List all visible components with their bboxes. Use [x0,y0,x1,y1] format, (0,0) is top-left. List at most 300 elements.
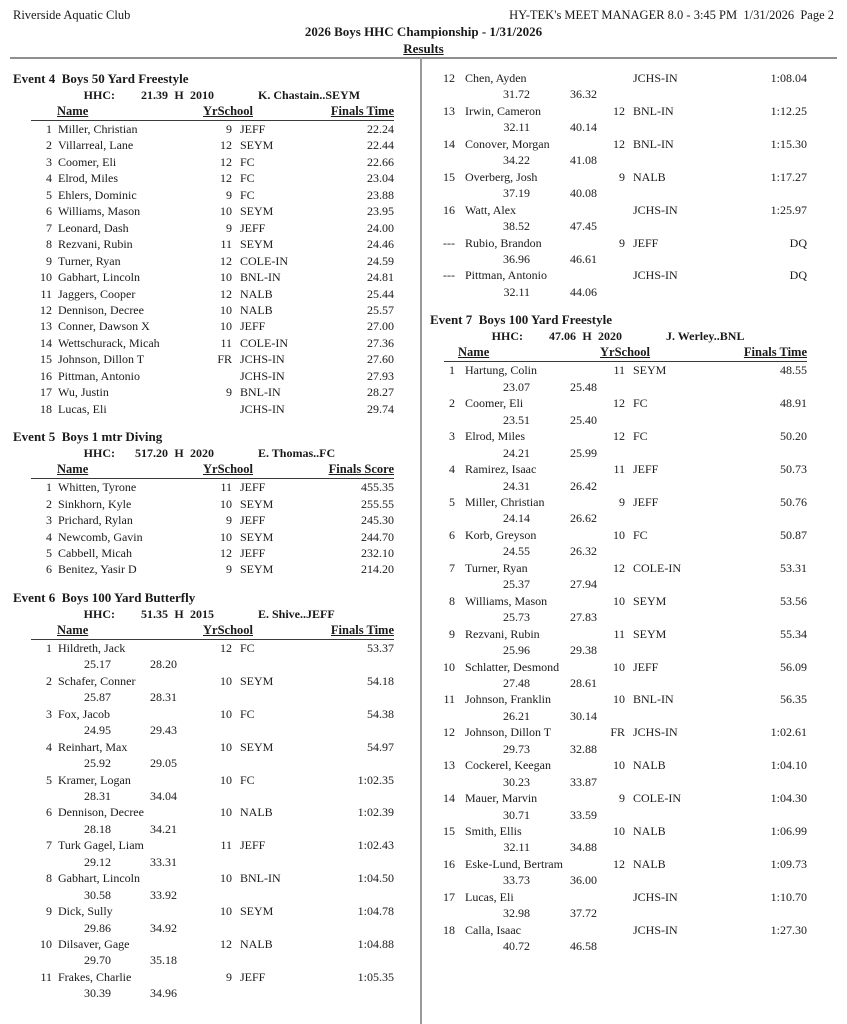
swimmer-year [597,70,625,86]
gap [232,529,240,545]
event-section [13,589,394,1002]
split-1: 28.18 [84,821,111,836]
gap [232,804,240,820]
swimmer-school: NALB [240,805,273,820]
swimmer-year: 12 [220,640,232,655]
splits-row [13,854,394,870]
swimmer-name: Gabhart, Lincoln [58,270,140,285]
final-result: 1:04.30 [770,791,807,806]
swimmer-name: Korb, Greyson [465,527,537,542]
swimmer-school: BNL-IN [633,136,674,151]
swimmer-year: 12 [220,138,232,153]
gap [625,461,633,477]
gap [232,335,240,351]
swimmer-school: JCHS-IN [633,889,678,904]
gap [625,428,633,444]
split-1: 25.87 [84,690,111,705]
swimmer-name: Reinhart, Max [58,739,128,754]
swimmer-year: 9 [226,969,232,984]
swimmer-school: FC [240,640,255,655]
swimmer-year: 10 [220,529,232,544]
final-result: 53.56 [780,593,807,608]
gap [625,267,633,283]
gap [232,384,240,400]
split-1: 24.21 [503,445,530,460]
gap [625,922,633,938]
record-flag: H [174,88,184,102]
swimmer-name: Elrod, Miles [465,429,525,444]
splits-row [430,251,807,267]
splits-row [430,938,807,954]
final-result: 48.91 [780,396,807,411]
swimmer-year: 10 [613,692,625,707]
splits-row [430,642,807,658]
final-result: 24.46 [367,237,394,252]
split-1: 24.55 [503,544,530,559]
splits-row [430,379,807,395]
swimmer-year: 9 [619,235,625,250]
swimmer-name: Mauer, Marvin [465,791,538,806]
place: 1 [46,480,52,495]
result-row [13,253,394,269]
swimmer-school: SEYM [240,496,274,511]
swimmer-school: BNL-IN [240,270,281,285]
swimmer-year: 9 [226,562,232,577]
splits-row [430,741,807,757]
results-label: Results [403,41,444,56]
swimmer-name: Prichard, Rylan [58,513,133,528]
swimmer-school: FC [633,396,648,411]
swimmer-name: Pittman, Antonio [465,268,548,283]
gap [455,659,465,675]
swimmer-year: 12 [220,286,232,301]
swimmer-name: Dick, Sully [58,904,113,919]
place: 3 [449,429,455,444]
swimmer-name: Schafer, Conner [58,673,136,688]
split-1: 32.11 [503,840,530,855]
final-result: 1:17.27 [770,169,807,184]
swimmer-name: Schlatter, Desmond [465,659,560,674]
splits-row [430,543,807,559]
record-line [13,606,394,622]
swimmer-school: JEFF [240,513,266,528]
swimmer-year: 11 [220,335,232,350]
swimmer-year: 10 [613,824,625,839]
swimmer-name: Johnson, Franklin [465,692,552,707]
place: 16 [443,202,455,217]
final-result: 54.38 [367,706,394,721]
split-2: 36.32 [570,87,597,102]
final-result: 55.34 [780,626,807,641]
swimmer-school: SEYM [240,204,274,219]
result-row [430,169,807,185]
record-year: 2020 [598,329,622,344]
splits-row [13,755,394,771]
swimmer-school: NALB [240,302,273,317]
column-header-yrschool: YrSchool [203,462,253,477]
split-2: 46.58 [570,939,597,954]
result-row [430,136,807,152]
swimmer-name: Kramer, Logan [58,772,131,787]
place: 14 [443,791,455,806]
swimmer-year: 11 [613,462,625,477]
place: 4 [46,171,52,186]
swimmer-year: 12 [613,856,625,871]
split-1: 38.52 [503,219,530,234]
swimmer-school: NALB [633,169,666,184]
final-result: 244.70 [361,529,394,544]
split-2: 33.31 [150,854,177,869]
split-2: 44.06 [570,284,597,299]
final-result: 22.44 [367,138,394,153]
event-section [13,428,394,578]
result-row [13,203,394,219]
swimmer-name: Turk Gagel, Liam [58,838,144,853]
gap [232,870,240,886]
place: 1 [46,122,52,136]
swimmer-school: JEFF [240,969,266,984]
swimmer-year: 11 [613,626,625,641]
swimmer-name: Lucas, Eli [465,889,514,904]
column-header-name: Name [458,345,490,360]
swimmer-year: 10 [220,706,232,721]
result-row [13,969,394,985]
swimmer-school: JCHS-IN [633,725,678,740]
final-result: 1:06.99 [770,824,807,839]
column-header-name: Name [57,622,89,637]
column-headers [31,461,394,479]
swimmer-school: JCHS-IN [633,71,678,85]
column-header-result: Finals Time [743,345,807,360]
swimmer-name: Rezvani, Rubin [58,237,133,252]
results-heading [0,41,847,57]
final-result: 48.55 [780,363,807,378]
gap [625,724,633,740]
event-title: Event 4 Boys 50 Yard Freestyle [13,71,189,86]
gap [625,856,633,872]
splits-row [430,412,807,428]
splits-row [13,689,394,705]
swimmer-school: JEFF [240,319,266,334]
split-2: 26.42 [570,478,597,493]
place: 14 [40,335,52,350]
swimmer-school: FC [240,772,255,787]
swimmer-school: JCHS-IN [240,368,285,383]
result-row [13,804,394,820]
swimmer-name: Overberg, Josh [465,169,538,184]
split-2: 26.32 [570,544,597,559]
swimmer-year: 10 [613,758,625,773]
split-2: 25.48 [570,379,597,394]
split-1: 30.58 [84,887,111,902]
swimmer-name: Turner, Ryan [58,253,121,268]
swimmer-name: Coomer, Eli [465,396,524,411]
splits-row [13,821,394,837]
place: 12 [40,302,52,317]
club-name: Riverside Aquatic Club [13,8,131,22]
swimmer-year [597,922,625,938]
gap [625,103,633,119]
split-2: 40.08 [570,186,597,201]
result-row [430,724,807,740]
swimmer-school: NALB [240,937,273,952]
record-mark: 51.35 [141,606,168,621]
final-result: 1:04.88 [357,937,394,952]
swimmer-school: BNL-IN [240,385,281,400]
splits-row [430,807,807,823]
gap [625,362,633,378]
swimmer-school: COLE-IN [240,335,288,350]
final-result: 27.93 [367,368,394,383]
results-column-left [13,58,394,1002]
split-2: 29.05 [150,756,177,771]
result-row [430,428,807,444]
split-1: 40.72 [503,939,530,954]
place: 4 [46,529,52,544]
gap [625,593,633,609]
event-title: Event 7 Boys 100 Yard Freestyle [430,312,612,328]
result-row [13,318,394,334]
final-result: 27.36 [367,335,394,350]
final-result: 232.10 [361,545,394,560]
split-1: 31.72 [503,87,530,102]
place: 3 [46,154,52,169]
swimmer-school: SEYM [633,363,667,378]
swimmer-year: 10 [220,302,232,317]
gap [455,235,465,251]
swimmer-name: Dennison, Decree [58,302,144,317]
splits-row [13,887,394,903]
final-result: 1:02.35 [357,772,394,787]
place: 6 [449,527,455,542]
swimmer-year: 10 [220,871,232,886]
gap [455,527,465,543]
record-mark: 517.20 [135,446,168,461]
column-header-yrschool: YrSchool [600,345,650,360]
swimmer-name: Williams, Mason [465,593,548,608]
gap [232,220,240,236]
swimmer-name: Turner, Ryan [465,560,528,575]
column-header-name: Name [57,104,89,118]
gap [232,496,240,512]
split-2: 36.00 [570,873,597,888]
result-row [430,856,807,872]
swimmer-year: 12 [613,429,625,444]
swimmer-name: Frakes, Charlie [58,969,132,984]
place: 8 [46,237,52,252]
column-header-name: Name [57,462,89,477]
result-row [13,335,394,351]
swimmer-name: Dennison, Decree [58,805,144,820]
gap [625,790,633,806]
gap [232,170,240,186]
place: 10 [40,270,52,285]
generator-info: HY-TEK's MEET MANAGER 8.0 - 3:45 PM 1/31/2026 Page 2 [509,8,834,22]
event-header [430,311,807,362]
final-result: 22.24 [367,122,394,136]
swimmer-name: Coomer, Eli [58,154,117,169]
place: 5 [46,772,52,787]
swimmer-name: Cockerel, Keegan [465,758,551,773]
swimmer-school: SEYM [240,562,274,577]
split-1: 26.21 [503,708,530,723]
gap [455,136,465,152]
final-result: 22.66 [367,154,394,169]
splits-row [430,86,807,102]
final-result: 1:02.39 [357,805,394,820]
final-result: 24.00 [367,220,394,235]
place: 16 [40,368,52,383]
split-1: 29.70 [84,953,111,968]
result-row [13,368,394,384]
final-result: 1:12.25 [770,103,807,118]
gap [232,969,240,985]
column-header-result: Finals Time [330,104,394,118]
final-result: 24.59 [367,253,394,268]
record-holder: E. Shive..JEFF [258,606,335,621]
swimmer-school: FC [633,527,648,542]
swimmer-name: Leonard, Dash [58,220,129,235]
final-result: 1:04.10 [770,758,807,773]
result-row [13,739,394,755]
gap [455,461,465,477]
splits-row [13,985,394,1001]
column-header-indent [31,622,57,639]
gap [625,757,633,773]
final-result: 1:09.73 [770,856,807,871]
result-row [13,561,394,577]
gap [232,236,240,252]
gap [625,889,633,905]
gap [232,837,240,853]
place: 9 [449,626,455,641]
final-result: 27.00 [367,319,394,334]
split-2: 25.99 [570,445,597,460]
gap [455,922,465,938]
result-row [13,903,394,919]
splits-row [430,675,807,691]
swimmer-name: Whitten, Tyrone [58,480,137,495]
final-result: 24.81 [367,270,394,285]
result-row [430,103,807,119]
place: 6 [46,562,52,577]
swimmer-name: Conner, Dawson X [58,319,150,334]
split-1: 36.96 [503,251,530,266]
event-section [430,70,807,300]
swimmer-name: Calla, Isaac [465,922,521,937]
swimmer-name: Newcomb, Gavin [58,529,143,544]
swimmer-name: Hildreth, Jack [58,640,126,655]
final-result: 54.97 [367,739,394,754]
final-result: 1:04.50 [357,871,394,886]
gap [232,203,240,219]
swimmer-name: Pittman, Antonio [58,368,141,383]
swimmer-name: Rubio, Brandon [465,235,542,250]
result-row [13,220,394,236]
split-2: 34.21 [150,821,177,836]
split-1: 29.12 [84,854,111,869]
gap [232,903,240,919]
swimmer-name: Chen, Ayden [465,71,527,85]
result-row [13,837,394,853]
event-title: Event 5 Boys 1 mtr Diving [13,429,163,445]
result-row [430,267,807,283]
place: 15 [443,169,455,184]
gap [625,169,633,185]
swimmer-name: Fox, Jacob [58,706,110,721]
result-row [430,889,807,905]
result-row [430,790,807,806]
place: 5 [46,545,52,560]
place: 10 [443,659,455,674]
swimmer-year: 12 [613,103,625,118]
swimmer-name: Gabhart, Lincoln [58,871,140,886]
swimmer-school: FC [240,187,255,202]
final-result: 25.44 [367,286,394,301]
place: 9 [46,904,52,919]
gap [455,724,465,740]
column-header-indent [444,344,458,361]
gap [232,286,240,302]
swimmer-school: SEYM [240,673,274,688]
gap [455,790,465,806]
final-result: 245.30 [361,513,394,528]
swimmer-school: SEYM [240,138,274,153]
final-result: 50.20 [780,429,807,444]
swimmer-name: Johnson, Dillon T [58,352,145,367]
swimmer-year: 9 [226,187,232,202]
place: 6 [46,204,52,219]
results-column-right [430,58,807,955]
split-1: 29.73 [503,741,530,756]
split-2: 27.83 [570,610,597,625]
result-row [13,545,394,561]
record-label: HHC: [83,606,115,621]
split-2: 40.14 [570,120,597,135]
place: 13 [443,103,455,118]
swimmer-name: Sinkhorn, Kyle [58,496,132,511]
swimmer-year: 9 [619,791,625,806]
swimmer-year: 9 [226,220,232,235]
swimmer-school: BNL-IN [240,871,281,886]
split-1: 34.22 [503,153,530,168]
swimmer-year [202,368,232,384]
swimmer-school: FC [633,429,648,444]
splits-row [13,722,394,738]
record-flag: H [582,329,592,344]
swimmer-name: Williams, Mason [58,204,141,219]
place: 13 [443,758,455,773]
gap [232,561,240,577]
split-1: 30.23 [503,774,530,789]
result-row [430,235,807,251]
place: 12 [443,71,455,85]
result-row [430,757,807,773]
split-2: 34.92 [150,920,177,935]
result-row [430,362,807,378]
column-header-indent [31,461,57,478]
split-1: 23.51 [503,412,530,427]
swimmer-school: COLE-IN [633,560,681,575]
event-section [13,70,394,417]
swimmer-year [202,401,232,417]
splits-row [430,576,807,592]
swimmer-name: Jaggers, Cooper [58,286,136,301]
swimmer-year [597,267,625,283]
split-2: 29.43 [150,723,177,738]
place: --- [443,268,455,283]
place: 10 [40,937,52,952]
